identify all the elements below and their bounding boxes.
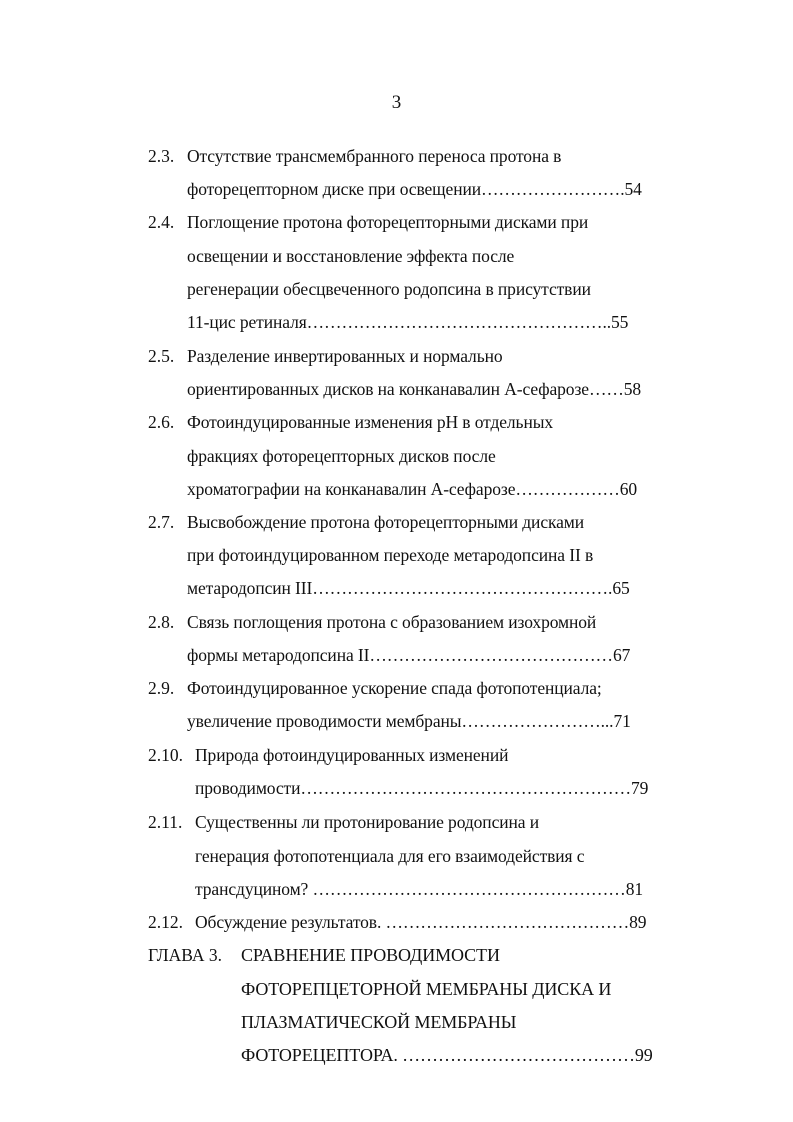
toc-entry-number: 2.10.	[148, 745, 183, 765]
toc-entry-line: при фотоиндуцированном переходе метародопсина II в	[187, 545, 594, 565]
chapter-title-line: ПЛАЗМАТИЧЕСКОЙ МЕМБРАНЫ	[241, 1012, 517, 1032]
toc-entry-line: метародопсин III…………………………………………….65	[187, 578, 630, 598]
toc-entry-line: 11-цис ретиналя……………………………………………..55	[187, 312, 629, 332]
toc-entry-line: Поглощение протона фоторецепторными дисками при	[187, 212, 589, 232]
toc-entry-number: 2.3.	[148, 146, 175, 166]
page-number: 3	[391, 92, 402, 113]
toc-entry-line: Природа фотоиндуцированных изменений	[195, 745, 509, 765]
chapter-title-line: ФОТОРЕЦЕПТОРА. …………………………………99	[241, 1045, 653, 1065]
toc-entry-line: регенерации обесцвеченного родопсина в присутствии	[187, 279, 591, 299]
toc-entry-number: 2.11.	[148, 812, 183, 832]
toc-entry-number: 2.8.	[148, 612, 175, 632]
toc-entry-line: трансдуцином? ………………………………………………81	[195, 879, 643, 899]
toc-entry-line: Связь поглощения протона с образованием изохромной	[187, 612, 597, 632]
chapter-label: ГЛАВА 3.	[148, 945, 223, 965]
toc-entry-line: генерация фотопотенциала для его взаимодействия с	[195, 846, 585, 866]
toc-entry-number: 2.9.	[148, 678, 175, 698]
toc-entry-line: хроматографии на конканавалин А-сефарозе………………60	[187, 479, 638, 499]
toc-entry-line: Разделение инвертированных и нормально	[187, 346, 503, 366]
toc-entry-number: 2.7.	[148, 512, 175, 532]
toc-entry-number: 2.12.	[148, 912, 183, 932]
toc-entry-line: формы метародопсина II……………………………………67	[187, 645, 631, 665]
toc-entry-line: фоторецепторном диске при освещении…………………….54	[187, 179, 642, 199]
toc-entry-number: 2.6.	[148, 412, 175, 432]
toc-entry-line: ориентированных дисков на конканавалин А-сефарозе……58	[187, 379, 642, 399]
toc-entry-line: Высвобождение протона фоторецепторными дисками	[187, 512, 585, 532]
toc-entry-number: 2.5.	[148, 346, 175, 366]
toc-entry-number: 2.4.	[148, 212, 175, 232]
toc-entry-line: Существенны ли протонирование родопсина и	[195, 812, 539, 832]
toc-entry-line: увеличение проводимости мембраны……………………...71	[187, 711, 631, 731]
chapter-title-line: СРАВНЕНИЕ ПРОВОДИМОСТИ	[241, 945, 500, 965]
toc-entry-line: Обсуждение результатов. ……………………………………89	[195, 912, 647, 932]
toc-entry-line: Отсутствие трансмембранного переноса протона в	[187, 146, 562, 166]
toc-entry-line: освещении и восстановление эффекта после	[187, 246, 515, 266]
toc-entry-line: проводимости…………………………………………………79	[195, 778, 649, 798]
toc-entry-line: фракциях фоторецепторных дисков после	[187, 446, 496, 466]
toc-entry-line: Фотоиндуцированное ускорение спада фотопотенциала;	[187, 678, 602, 698]
toc-entry-line: Фотоиндуцированные изменения pH в отдельных	[187, 412, 554, 432]
chapter-title-line: ФОТОРЕПЦЕТОРНОЙ МЕМБРАНЫ ДИСКА И	[241, 979, 612, 999]
